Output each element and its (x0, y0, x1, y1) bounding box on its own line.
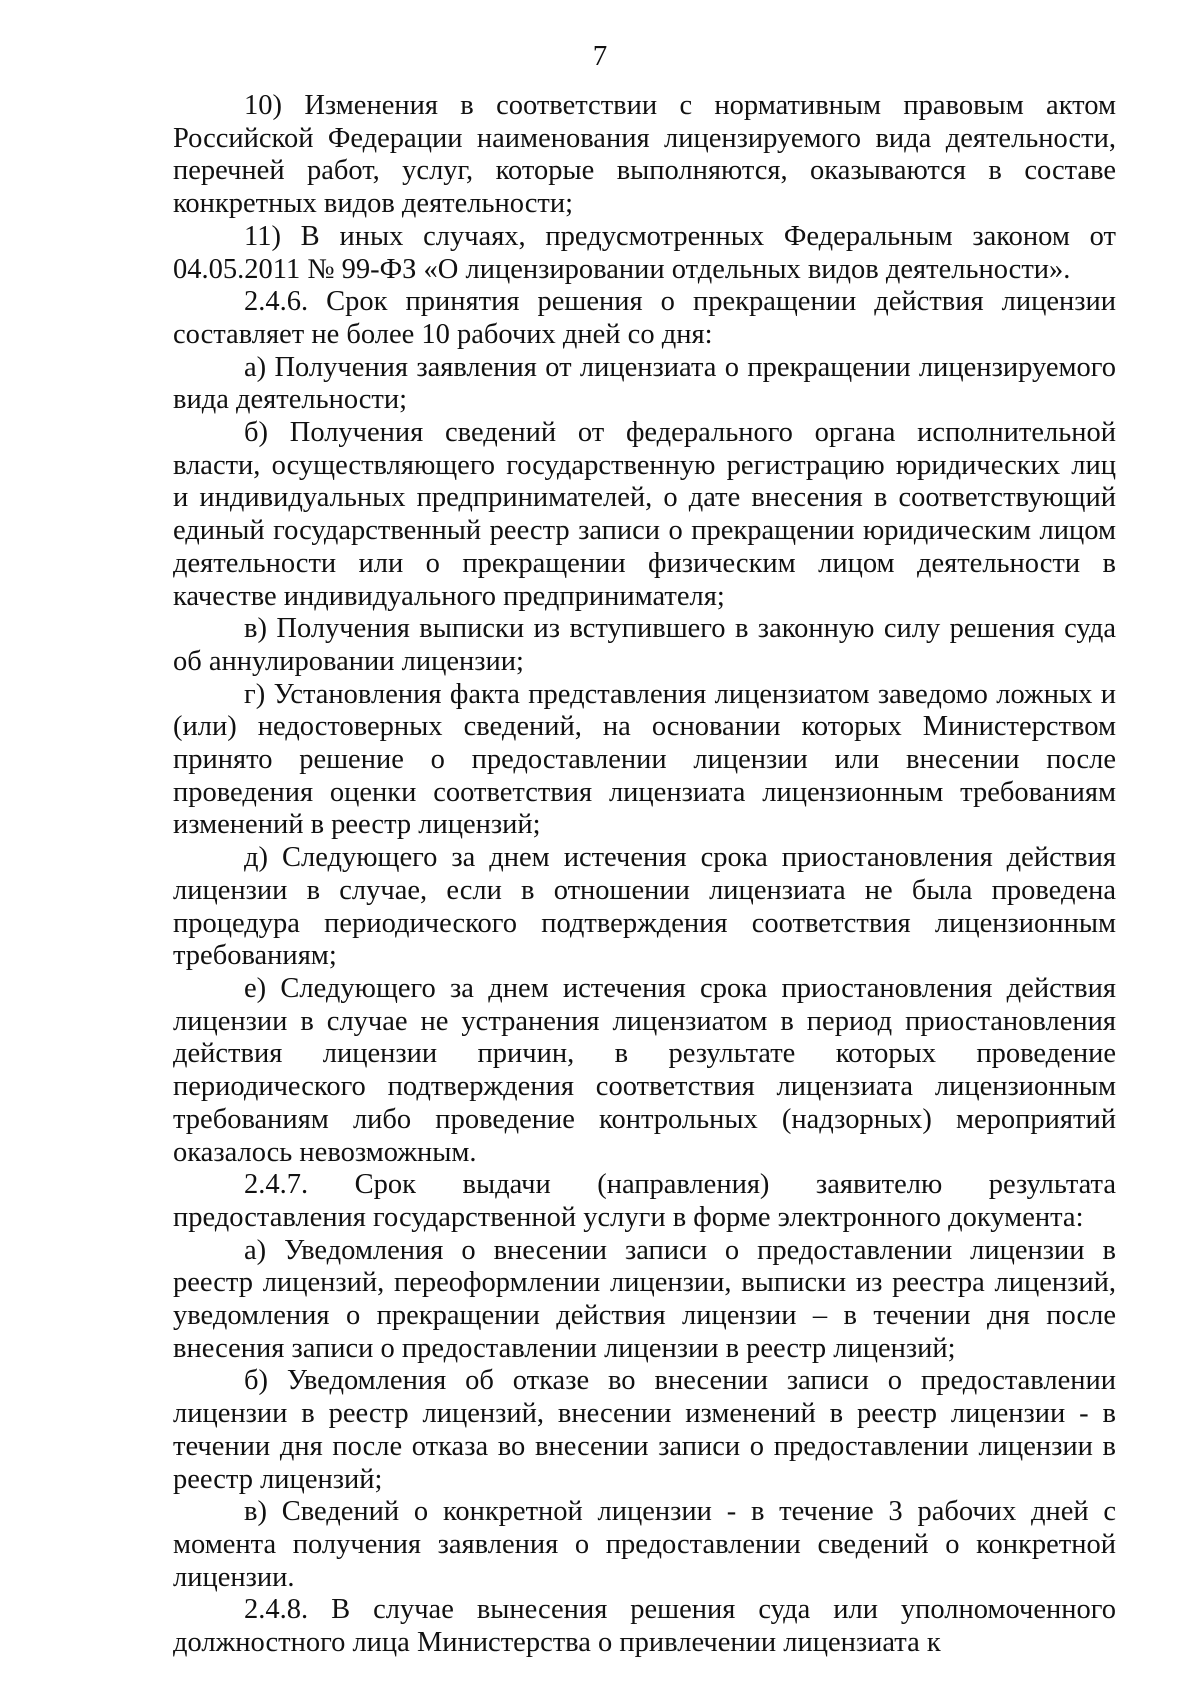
paragraph-2-4-6-e: е) Следующего за днем истечения срока приостановления действия лицензии в случае не устранения лицензиатом в период приостановления действия лицензии причин, в результате которых проведение периодического подтверждения соответствия лицензиата лицензионным требованиям либо проведение контрольных (надзорных) мероприятий оказалось невозможным. (173, 972, 1116, 1168)
paragraph-2-4-7-b: б) Уведомления об отказе во внесении записи о предоставлении лицензии в реестр лицензий, внесении изменений в реестр лицензии - в течении дня после отказа во внесении записи о предоставлении лицензии в реестр лицензий; (173, 1365, 1116, 1495)
document-body (173, 90, 1116, 1660)
page-number: 7 (592, 40, 608, 72)
paragraph-11-other-cases: 11) В иных случаях, предусмотренных Федеральным законом от 04.05.2011 № 99-ФЗ «О лицензировании отдельных видов деятельности». (173, 220, 1116, 285)
paragraph-2-4-6-v: в) Получения выписки из вступившего в законную силу решения суда об аннулировании лицензии; (173, 613, 1116, 677)
paragraph-2-4-6: 2.4.6. Срок принятия решения о прекращении действия лицензии составляет не более 10 рабочих дней со дня: (173, 286, 1116, 350)
paragraph-2-4-6-b: б) Получения сведений от федерального органа исполнительной власти, осуществляющего государственную регистрацию юридических лиц и индивидуальных предпринимателей, о дате внесения в соответствующий единый государственный реестр записи о прекращении юридическим лицом деятельности или о прекращении физическим лицом деятельности в качестве индивидуального предпринимателя; (173, 417, 1116, 612)
paragraph-2-4-7-v: в) Сведений о конкретной лицензии - в течение 3 рабочих дней с момента получения заявления о предоставлении сведений о конкретной лицензии. (173, 1496, 1116, 1593)
paragraph-2-4-6-g: г) Установления факта представления лицензиатом заведомо ложных и (или) недостоверных сведений, на основании которых Министерством принято решение о предоставлении лицензии или внесении после проведения оценки соответствия лицензиата лицензионным требованиям изменений в реестр лицензий; (173, 678, 1116, 841)
paragraph-2-4-7-a: а) Уведомления о внесении записи о предоставлении лицензии в реестр лицензий, переоформлении лицензии, выписки из реестра лицензий, уведомления о прекращении действия лицензии – в течении дня после внесения записи о предоставлении лицензии в реестр лицензий; (173, 1234, 1116, 1364)
paragraph-10-changes: 10) Изменения в соответствии с нормативным правовым актом Российской Федерации наименования лицензируемого вида деятельности, перечней работ, услуг, которые выполняются, оказываются в составе конкретных видов деятельности; (173, 90, 1116, 220)
paragraph-2-4-8: 2.4.8. В случае вынесения решения суда или уполномоченного должностного лица Министерства о привлечении лицензиата к (173, 1594, 1116, 1659)
paragraph-2-4-7: 2.4.7. Срок выдачи (направления) заявителю результата предоставления государственной услуги в форме электронного документа: (173, 1169, 1116, 1233)
paragraph-2-4-6-d: д) Следующего за днем истечения срока приостановления действия лицензии в случае, если в отношении лицензиата не была проведена процедура периодического подтверждения соответствия лицензионным требованиям; (173, 842, 1116, 972)
paragraph-2-4-6-a: а) Получения заявления от лицензиата о прекращении лицензируемого вида деятельности; (173, 351, 1116, 416)
